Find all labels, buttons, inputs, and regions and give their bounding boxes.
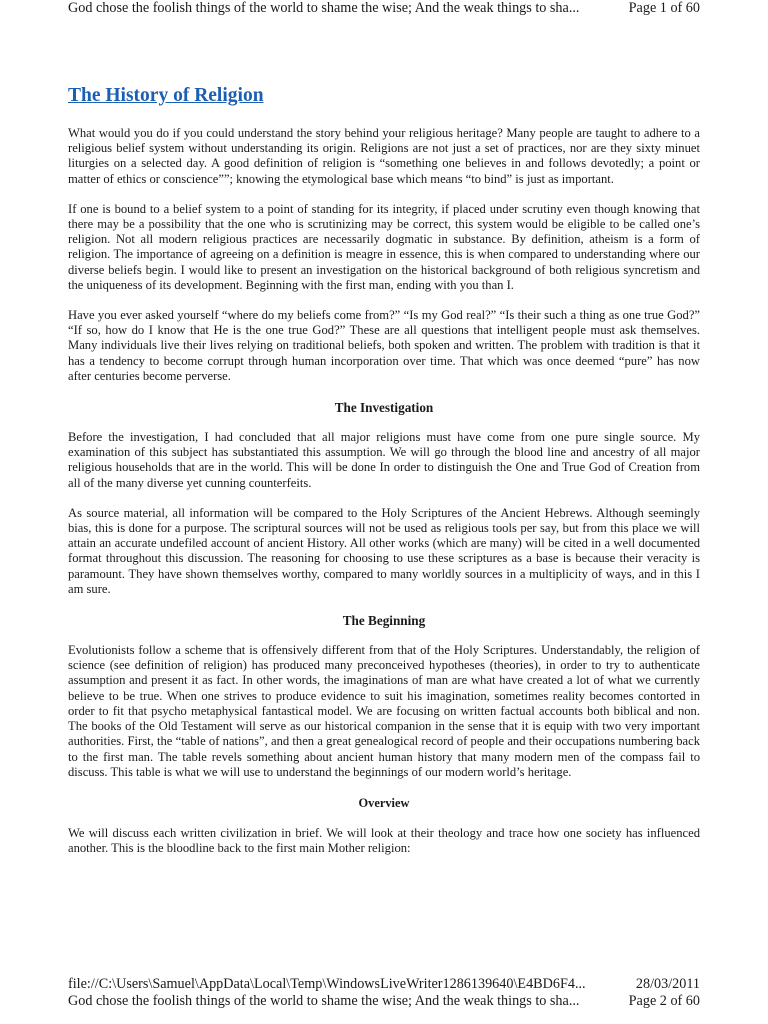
section-heading-beginning: The Beginning — [342, 613, 426, 629]
footer-date: 28/03/2011 — [635, 976, 700, 992]
investigation-paragraph-1: Before the investigation, I had concluded that all major religions must have come from one pure single source. My examination of this subject has substantiated this assumption. We will go through the blood line and ancestry of all major religious households that are in the world. This will be done In order to distinguish the One and True God of Creation from all of the many diverse yet cunning counterfeits. — [68, 430, 700, 490]
footer-running-row — [68, 993, 700, 1010]
footer-path-row — [68, 976, 700, 993]
document-body — [68, 84, 700, 871]
beginning-paragraph-1: Evolutionists follow a scheme that is offensively different from that of the Holy Scriptures. Understandably, the religion of science (see definition of religion) has produced many preconceived hypotheses (theories), in order to try to authenticate assumption and present it as fact. In other words, the imaginations of man are what have created a lot of what we currently believe to be true. When one strives to produce evidence to suit his imagination, sometimes reality becomes contorted in order to fit that psycho metaphysical fantastical model. We are focusing on written factual accounts both biblical and non. The books of the Old Testament will serve as our historical companion in the sense that it is equip with two very important authorities. First, the “table of nations”, and then a great genealogical record of people and their occupations numbering back to the first man. The table revels something about ancient human history that many modern men of the compass fail to discuss. This table is what we will use to understand the beginnings of our modern world’s heritage. — [68, 643, 700, 779]
page-footer — [68, 976, 700, 1010]
section-heading-investigation: The Investigation — [334, 400, 434, 416]
header-running-title: God chose the foolish things of the world to shame the wise; And the weak things to sha... — [68, 0, 580, 16]
footer-file-path: file://C:\Users\Samuel\AppData\Local\Temp\WindowsLiveWriter1286139640\E4BD6F4... — [68, 976, 586, 992]
intro-paragraph-2: If one is bound to a belief system to a point of standing for its integrity, if placed under scrutiny even though knowing that there may be a possibility that the one who is scrutinizing may be correct, this system would be eligible to be called one’s religion. Not all modern religious practices are necessarily dogmatic in substance. By definition, atheism is a form of religion. The importance of agreeing on a definition is meagre in essence, this is when compared to understanding where our diverse beliefs begin. I would like to present an investigation on the historical background of both religious syncretism and the uniqueness of its development. Beginning with the first man, ending with you than I. — [68, 201, 700, 292]
document-title[interactable]: The History of Religion — [68, 85, 264, 106]
page-header — [68, 0, 700, 17]
footer-page-number: Page 2 of 60 — [628, 993, 700, 1009]
header-page-number: Page 1 of 60 — [628, 0, 700, 16]
footer-running-title: God chose the foolish things of the world to shame the wise; And the weak things to sha... — [68, 993, 580, 1009]
investigation-paragraph-2: As source material, all information will be compared to the Holy Scriptures of the Ancient Hebrews. Although seemingly bias, this is done for a purpose. The scriptural sources will not be used as religious tools per say, but from this place we will attain an accurate undefiled account of ancient History. All other works (which are many) will be cited in a well documented format throughout this discussion. The reasoning for choosing to use these scriptures as a base is because their veracity is paramount. They have shown themselves worthy, compared to many worldly sources in a multiplicity of ways, and in this I am sure. — [68, 505, 700, 596]
intro-paragraph-1: What would you do if you could understand the story behind your religious heritage? Many people are taught to adhere to a religious belief system without understanding its origin. Religions are not just a set of practices, nor are they sixty minuet liturgies on a selected day. A good definition of religion is “something one believes in and follows devotedly; a point or matter of ethics or conscience””; knowing the etymological base which means “to bind” is just as important. — [68, 126, 700, 186]
overview-paragraph-1: We will discuss each written civilization in brief. We will look at their theology and trace how one society has influenced another. This is the bloodline back to the first main Mother religion: — [68, 825, 700, 856]
intro-paragraph-3: Have you ever asked yourself “where do my beliefs come from?” “Is my God real?” “Is their such a thing as one true God?” “If so, how do I know that He is the one true God?” These are all questions that intelligent people must ask themselves. Many individuals live their lives relying on traditional beliefs, both spoken and written. The problem with tradition is that it has a tendency to become corrupt through human incorporation over time. That which was once deemed “pure” has now after centuries become perverse. — [68, 308, 700, 383]
section-heading-overview: Overview — [358, 795, 410, 810]
